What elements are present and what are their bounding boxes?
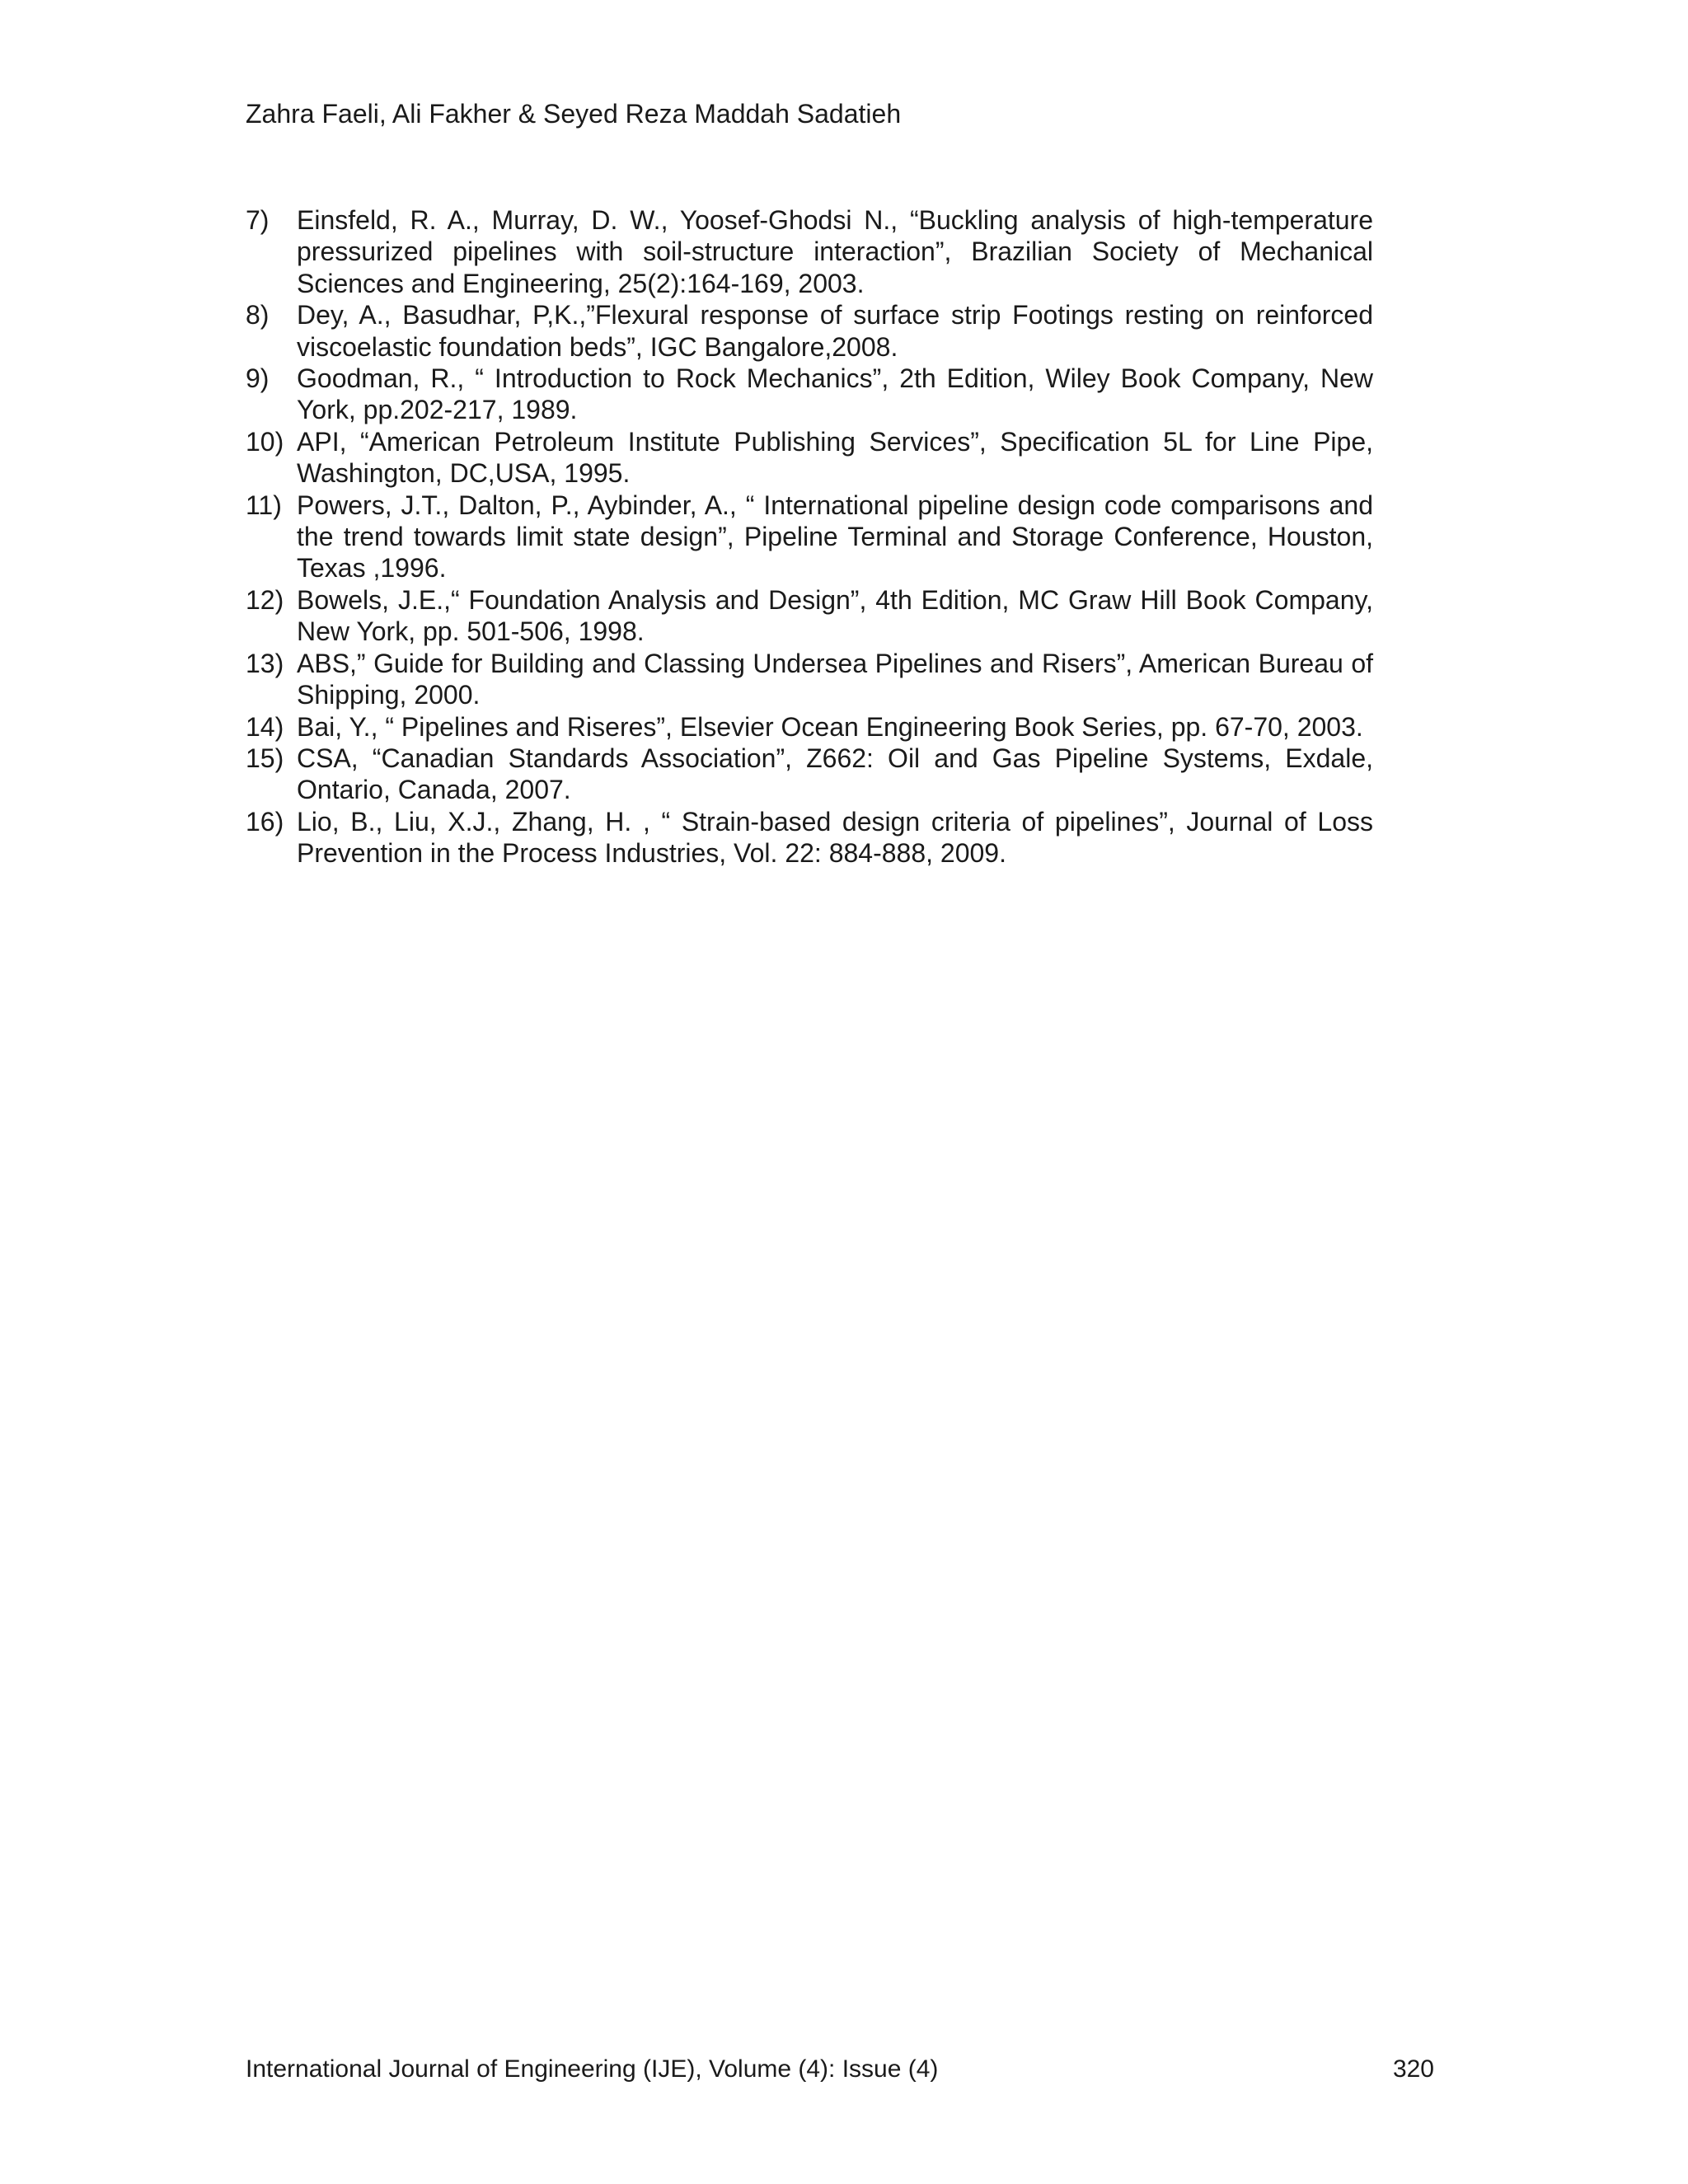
reference-text: Dey, A., Basudhar, P,K.,”Flexural response of surface strip Footings resting on reinforced viscoelastic foundation beds”, IGC Bangalore,2008. (297, 300, 1373, 362)
reference-item (246, 743, 1373, 806)
reference-item (246, 711, 1373, 743)
reference-item (246, 806, 1373, 869)
reference-text: ABS,” Guide for Building and Classing Undersea Pipelines and Risers”, American Bureau of Shipping, 2000. (297, 648, 1373, 710)
running-footer (246, 2054, 1434, 2085)
reference-number: 15) (246, 743, 284, 773)
reference-text: Goodman, R., “ Introduction to Rock Mechanics”, 2th Edition, Wiley Book Company, New York, pp.202-217, 1989. (297, 363, 1373, 425)
reference-number: 16) (246, 806, 284, 837)
running-header-authors: Zahra Faeli, Ali Fakher & Seyed Reza Maddah Sadatieh (246, 99, 902, 129)
reference-item (246, 299, 1373, 363)
reference-number: 8) (246, 300, 270, 330)
reference-text: Einsfeld, R. A., Murray, D. W., Yoosef-Ghodsi N., “Buckling analysis of high-temperature pressurized pipelines with soil-structure interaction”, Brazilian Society of Mechanical Sciences and Engineering, 25(2):164-169, 2003. (297, 205, 1373, 298)
reference-text: API, “American Petroleum Institute Publishing Services”, Specification 5L for Line Pipe, Washington, DC,USA, 1995. (297, 426, 1373, 489)
reference-item (246, 426, 1373, 490)
reference-text: CSA, “Canadian Standards Association”, Z662: Oil and Gas Pipeline Systems, Exdale, Ontario, Canada, 2007. (297, 743, 1373, 805)
reference-item (246, 584, 1373, 648)
footer-journal-title: International Journal of Engineering (IJE), Volume (4): Issue (4) (246, 2055, 939, 2083)
reference-number: 7) (246, 205, 270, 235)
reference-item (246, 363, 1373, 426)
reference-text: Bowels, J.E.,“ Foundation Analysis and Design”, 4th Edition, MC Graw Hill Book Company, New York, pp. 501-506, 1998. (297, 584, 1373, 647)
reference-item (246, 490, 1373, 584)
reference-number: 11) (246, 490, 282, 520)
page-number: 320 (1392, 2055, 1434, 2083)
reference-text: Powers, J.T., Dalton, P., Aybinder, A., “ International pipeline design code comparisons and the trend towards limit state design”, Pipeline Terminal and Storage Conference, Houston, Texas ,1996. (297, 490, 1373, 583)
reference-number: 9) (246, 363, 270, 394)
reference-number: 12) (246, 584, 284, 615)
reference-number: 14) (246, 711, 284, 742)
reference-number: 10) (246, 426, 284, 457)
reference-list (246, 204, 1373, 869)
reference-number: 13) (246, 648, 284, 678)
reference-item (246, 648, 1373, 711)
reference-text: Lio, B., Liu, X.J., Zhang, H. , “ Strain-based design criteria of pipelines”, Journal of Loss Prevention in the Process Industries, Vol. 22: 884-888, 2009. (297, 806, 1373, 869)
reference-item (246, 204, 1373, 299)
reference-text: Bai, Y., “ Pipelines and Riseres”, Elsevier Ocean Engineering Book Series, pp. 67-70, 2003. (297, 711, 1363, 742)
